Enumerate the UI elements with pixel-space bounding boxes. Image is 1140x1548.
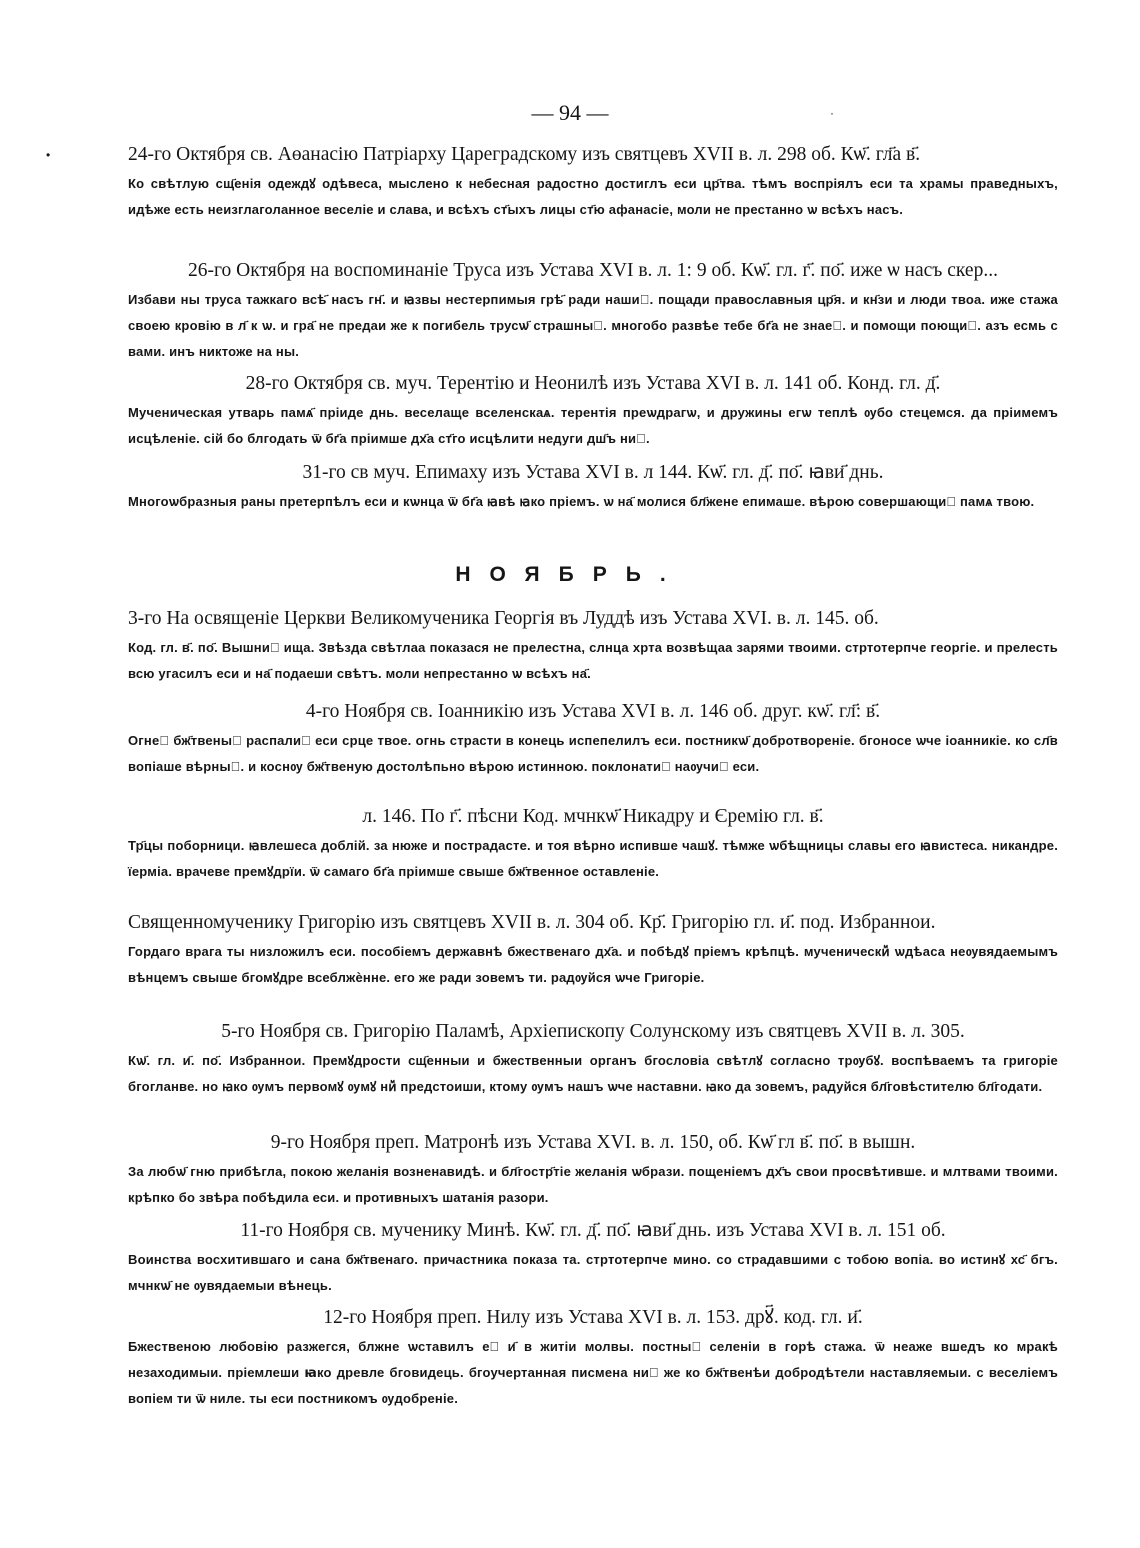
entry-text: Многоѡбразныя раны претерпѣлъ еси и кѡнца ѿ бг҃а ꙗвѣ ꙗко пріемъ. ѡ на҃ молися бл҃жене епимаше. вѣрою совершающиⷨ памѧ твою. <box>128 494 1035 509</box>
entry-heading: 4-го Ноября св. Іоанникію изъ Устава XVI в. л. 146 об. друг. кѡ҃. гл҃: в҃. <box>305 701 881 722</box>
entry-text: Гордаго врага ты низложилъ еси. пособіемъ державнѣ бжественаго дх҃а. и побѣдꙋ пріемъ крѣпцѣ. мученическиⷨ ѡдѣаса неѹвядаемымъ вѣнцемъ свыше бгомꙋдре всеблжѐнне. его же ради зовемъ ти. радѹйся ѡче Григоріе. <box>128 944 1058 985</box>
entry-text: Код. гл. в҃. по҃. Вышниⷨ ища. Звѣзда свѣтлаа показася не прелестна, слнца хрта возвѣщаа зарями твоими. стртотерпче георгіе. и прелесть всю угасилъ еси и на҃ подаеши свѣтъ. моли непрестанно ѡ всѣхъ на҃. <box>128 640 1058 681</box>
entry-heading: Священномученику Григорію изъ святцевъ XVII в. л. 304 об. Кр҃. Григорію гл. и҃. под. Избраннои. <box>128 912 936 933</box>
entry-text: Кѡ҃. гл. и҃. по҃. Избраннои. Премꙋдрости сщ҃енныи и бжественныи органъ бгословіа свѣтлꙋ согласно трѹбꙋ. воспѣваемъ та григоріе бгогланве. но ꙗко ѹмъ первомꙋ ѹмꙋ ниⷨ предстоиши, ктому ѹмъ нашъ ѡче наставни. ꙗко да зовемъ, радуйся бл҃говѣстителю бл҃годати. <box>128 1053 1058 1094</box>
entry-heading: 3-го На освященіе Церкви Великомученика Георгія въ Луддѣ изъ Устава XVI. в. л. 145. об. <box>128 608 879 629</box>
entry-nov-11 <box>128 1218 1058 1299</box>
section-title: НОЯБРЬ. <box>455 563 685 586</box>
entry-nov-12 <box>128 1305 1058 1412</box>
speck-mark: · <box>830 106 834 120</box>
entry-heading: 11-го Ноября св. мученику Минѣ. Кѡ҃. гл. д҃. по҃. ꙗви҃ днь. изъ Устава XVI в. л. 151 об. <box>240 1220 946 1241</box>
entry-nov-9 <box>128 1130 1058 1211</box>
entry-text: Огнеⷨ бж҃твеныⷨ распалиⷨ еси срце твое. огнь страсти в конець испепелилъ еси. постникѡ҃ добротвореніе. бгоносе ѡче іоанникіе. ко сл҃в вопіаше вѣрныⷨ. и коснѹ бж҃твеную достолѣпьно вѣрою истинною. поклонатиⷨ наѹчиⷨ еси. <box>128 733 1058 774</box>
page-number: — 94 — <box>531 100 609 125</box>
entry-text: Избави ны труса тажкаго всѣ҃ насъ гн҃. и ꙗзвы нестерпимыя грѣ҃ ради нашиⷯ. пощади православныя цр҃я. и кн҃зи и люди твоа. иже стажа своею кровію в л҃ к ѡ. и гра҃ не предаи же к погибель трусѡ҃ страшныⷯ. многобо развѣе тебе бг҃а не знаеⷨ. и помощи поющиⷨ. азъ есмь с вами. инъ никтоже на ны. <box>128 292 1058 359</box>
entry-oct-28 <box>128 371 1058 452</box>
entry-oct-31 <box>128 460 1058 515</box>
entry-text: Бжественою любовію разжегся, блжне ѡставилъ еⷭ и҃ в житіи молвы. постныⷨ селеніи в горѣ стажа. ѿ неаже вшедъ ко мракѣ незаходимыи. пріемлеши ꙗко древле бговидець. бгоучертанная писмена ниⷨ же ко бж҃твенѣи добродѣтели наставляемыи. с веселіемъ вопіем ти ѿ ниле. ты еси постникомъ ѹдобреніе. <box>128 1339 1058 1406</box>
entry-heading: 28-го Октября св. муч. Терентію и Неонилѣ изъ Устава XVI в. л. 141 об. Конд. гл. д҃. <box>245 373 941 394</box>
entry-heading: 26-го Октября на воспоминаніе Труса изъ Устава XVI в. л. 1: 9 об. Кѡ҃. гл. г҃. по҃. иже ѡ насъ скер... <box>188 260 998 281</box>
entry-text: За любѡ҃ гню прибѣгла, покою желанія возненавидѣ. и бл҃гостр҃тіе желанія ѡбрази. пощеніемъ дх҃ъ свои просвѣтивше. и млтвами твоими. крѣпко бо звѣра побѣдила еси. и противныхъ шатанія разори. <box>128 1164 1058 1205</box>
entry-text: Мученическая утварь памѧ҃ пріиде днь. веселаще вселенскаѧ. терентія преѡдрагѡ, и дружины егѡ теплѣ ѹбо стецемся. да пріимемъ исцѣленіе. сій бо блгодать ѿ бг҃а пріимше дх҃а ст҃го исцѣлити недуги дш҃ъ ниⷯ. <box>128 405 1058 446</box>
entry-oct-26 <box>128 258 1058 365</box>
entry-text: Воинства восхитившаго и сана бж҃твенаго. причастника показа та. стртотерпче мино. со страдавшими с тобою вопіа. во истинꙋ хс҃ бгъ. мчнкѡ҃ не ѹвядаемыи вѣнець. <box>128 1252 1058 1293</box>
entry-nov-4 <box>128 699 1058 780</box>
entry-heading: л. 146. По г҃. пѣсни Код. мчнкѡ҃ Никадру и Єремію гл. в҃. <box>362 806 824 827</box>
entry-nov-grigoriy <box>128 910 1058 991</box>
entry-heading: 31-го св муч. Епимаху изъ Устава XVI в. л 144. Кѡ҃. гл. д҃. по҃. ꙗви҃ днь. <box>302 462 884 483</box>
entry-heading: 9-го Ноября преп. Матронѣ изъ Устава XVI. в. л. 150, об. Кѡ҃ гл в҃. по҃. в вышн. <box>270 1132 916 1153</box>
entry-text: Тр҃цы поборници. ꙗвлешеса доблій. за нюже и пострадасте. и тоя вѣрно испивше чашꙋ. тѣмже ѡбѣщницы славы его ꙗвистеса. никандре. їерміа. врачеве премꙋдрїи. ѿ самаго бг҃а пріимше свыше бж҃твенное оставленіе. <box>128 838 1058 879</box>
entry-nov-3 <box>128 606 1058 687</box>
entry-heading: 5-го Ноября св. Григорію Паламѣ, Архіепископу Солунскому изъ святцевъ XVII в. л. 305. <box>221 1021 965 1042</box>
entry-nov-4-martyrs <box>128 804 1058 885</box>
entry-text: Ко свѣтлую сщ҃енія одеждꙋ одѣвеса, мыслено к небесная радостно достиглъ еси цр҃тва. тѣмъ воспріялъ еси та храмы праведныхъ, идѣже есть неизглаголанное веселіе и слава, и всѣхъ ст҃ыхъ лицы ст҃ю афанасіе, моли не престанно ѡ всѣхъ насъ. <box>128 176 1058 217</box>
entry-nov-5 <box>128 1019 1058 1100</box>
entry-heading: 12-го Ноября преп. Нилу изъ Устава XVI в. л. 153. дрꙋ҃. код. гл. и҃. <box>323 1307 863 1328</box>
speck-mark: • <box>46 148 51 162</box>
entry-oct-24 <box>128 142 1058 223</box>
entry-heading: 24-го Октября св. Аөанасію Патріарху Цареградскому изъ святцевъ XVII в. л. 298 об. Кѡ҃. гл҃а в҃. <box>128 144 921 165</box>
